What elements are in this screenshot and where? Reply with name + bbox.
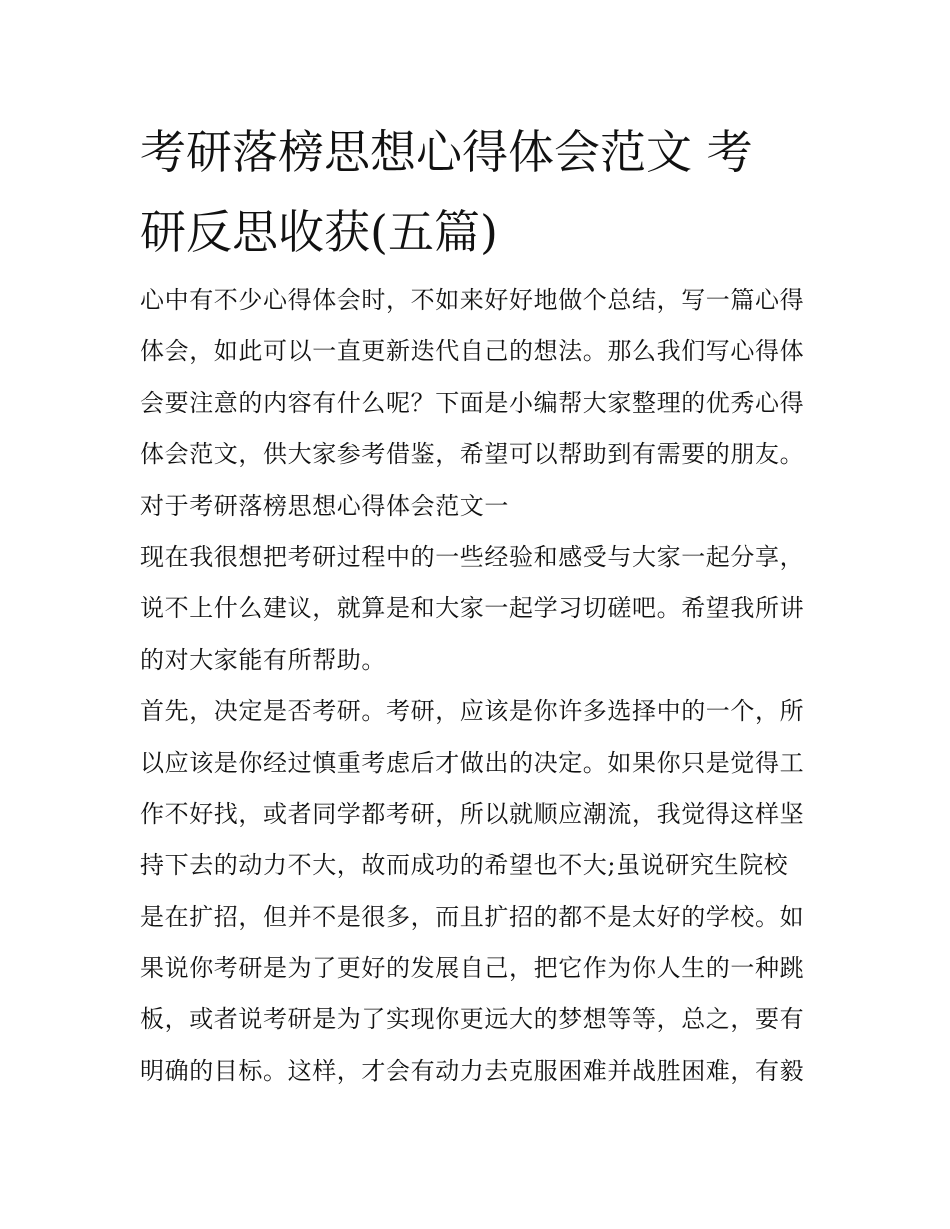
body-line: 的对大家能有所帮助。 — [140, 645, 386, 674]
body-line: 明确的目标。这样，才会有动力去克服困难并战胜困难，有毅 — [140, 1056, 805, 1085]
body-line: 体会范文，供大家参考借鉴，希望可以帮助到有需要的朋友。 — [140, 440, 805, 469]
body-line: 说不上什么建议，就算是和大家一起学习切磋吧。希望我所讲 — [140, 594, 805, 623]
title-line: 研反思收获(五篇) — [140, 205, 498, 259]
body-line: 首先，决定是否考研。考研，应该是你许多选择中的一个，所 — [140, 697, 805, 726]
body-line: 会要注意的内容有什么呢？下面是小编帮大家整理的优秀心得 — [140, 388, 805, 417]
body-line: 现在我很想把考研过程中的一些经验和感受与大家一起分享， — [140, 542, 805, 571]
document-title — [140, 112, 820, 272]
body-line: 持下去的动力不大，故而成功的希望也不大;虽说研究生院校 — [140, 851, 789, 880]
section-heading: 对于考研落榜思想心得体会范文一 — [140, 491, 509, 520]
body-line: 是在扩招，但并不是很多，而且扩招的都不是太好的学校。如 — [140, 902, 805, 931]
body-line: 作不好找，或者同学都考研，所以就顺应潮流，我觉得这样坚 — [140, 799, 805, 828]
title-line: 考研落榜思想心得体会范文 考 — [140, 125, 753, 179]
body-line: 体会，如此可以一直更新迭代自己的想法。那么我们写心得体 — [140, 337, 805, 366]
body-line: 心中有不少心得体会时，不如来好好地做个总结，写一篇心得 — [140, 286, 805, 314]
body-line: 果说你考研是为了更好的发展自己，把它作为你人生的一种跳 — [140, 954, 805, 983]
body-line: 板，或者说考研是为了实现你更远大的梦想等等，总之，要有 — [140, 1005, 805, 1034]
document-body — [140, 279, 830, 1101]
body-line: 以应该是你经过慎重考虑后才做出的决定。如果你只是觉得工 — [140, 748, 805, 777]
